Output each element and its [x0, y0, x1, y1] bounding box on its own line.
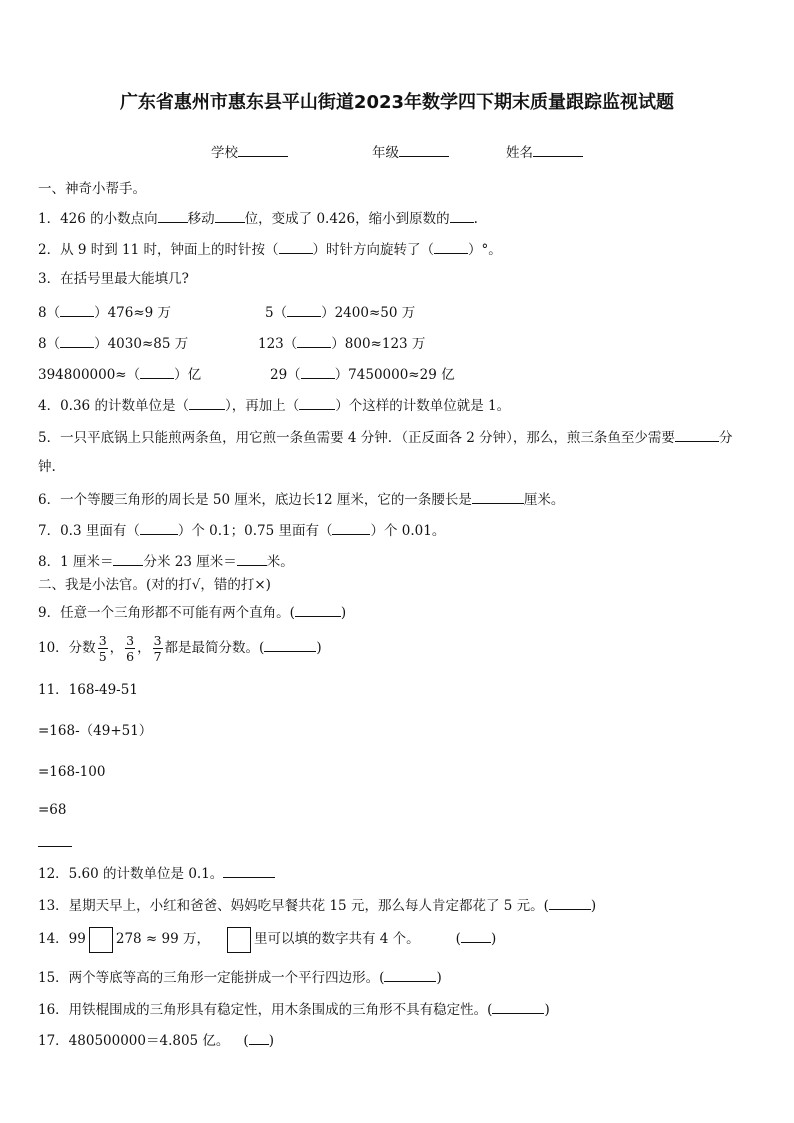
answer-blank[interactable]: [237, 551, 267, 566]
name-label: 姓名: [506, 145, 533, 161]
name-blank[interactable]: [533, 142, 583, 157]
answer-blank[interactable]: [450, 208, 474, 223]
answer-blank[interactable]: [279, 239, 313, 254]
section1-heading: 一、神奇小帮手。: [38, 181, 146, 197]
question-1: 1．426 的小数点向 移动 位，变成了 0.426，缩小到原数的 .: [38, 208, 478, 228]
question-11-line: =168-（49+51）: [38, 723, 153, 739]
fraction: $\frac{3}{6}$: [126, 633, 135, 664]
answer-blank[interactable]: [264, 637, 316, 652]
answer-blank[interactable]: [215, 208, 245, 223]
answer-blank[interactable]: [60, 302, 94, 317]
section2-heading: 二、我是小法官。(对的打√，错的打×): [38, 577, 271, 593]
school-field[interactable]: [211, 142, 288, 162]
answer-blank[interactable]: [140, 364, 174, 379]
answer-blank[interactable]: [60, 333, 94, 348]
school-label: 学校: [211, 145, 238, 161]
answer-blank[interactable]: [492, 999, 544, 1014]
fraction: $\frac{3}{7}$: [153, 633, 162, 664]
question-9: 9．任意一个三角形都不可能有两个直角。( ): [38, 602, 346, 622]
question-11-line: 11．168-49-51: [38, 682, 138, 698]
question-3: 3．在括号里最大能填几?: [38, 271, 189, 287]
question-3-item: 8（ ）476≈9 万: [38, 302, 171, 322]
question-13: 13．星期天早上，小红和爸爸、妈妈吃早餐共花 15 元，那么每人肯定都花了 5 元。( ): [38, 895, 596, 915]
answer-box[interactable]: [227, 927, 251, 953]
answer-blank[interactable]: [434, 239, 468, 254]
answer-blank[interactable]: [295, 602, 341, 617]
answer-blank[interactable]: [287, 302, 321, 317]
answer-blank[interactable]: [299, 395, 335, 410]
grade-blank[interactable]: [399, 142, 449, 157]
question-11-line: =68: [38, 802, 67, 818]
question-4: 4．0.36 的计数单位是（ ），再加上（ ）个这样的计数单位就是 1。: [38, 395, 510, 415]
fraction: $\frac{3}{5}$: [98, 633, 107, 664]
answer-blank[interactable]: [549, 895, 591, 910]
page-title: 广东省惠州市惠东县平山街道2023年数学四下期末质量跟踪监视试题: [119, 92, 675, 113]
question-12: 12．5.60 的计数单位是 0.1。: [38, 863, 275, 883]
question-15: 15．两个等底等高的三角形一定能拼成一个平行四边形。( ): [38, 967, 442, 987]
question-17: 17．480500000＝4.805 亿。 ( ): [38, 1030, 274, 1050]
answer-blank[interactable]: [158, 208, 188, 223]
question-3-item: 394800000≈（ ）亿: [38, 364, 201, 384]
grade-label: 年级: [372, 145, 399, 161]
question-3-item: 29（ ）7450000≈29 亿: [270, 364, 455, 384]
answer-blank[interactable]: [38, 846, 72, 847]
answer-blank[interactable]: [297, 333, 331, 348]
grade-field[interactable]: [372, 142, 449, 162]
question-3-item: 123（ ）800≈123 万: [258, 333, 425, 353]
question-16: 16．用铁棍围成的三角形具有稳定性，用木条围成的三角形不具有稳定性。( ): [38, 999, 550, 1019]
question-7: 7．0.3 里面有（ ）个 0.1；0.75 里面有（ ）个 0.01。: [38, 520, 445, 540]
answer-blank[interactable]: [461, 928, 491, 943]
answer-blank[interactable]: [332, 520, 370, 535]
answer-blank[interactable]: [675, 427, 719, 442]
question-5-cont: 钟.: [38, 459, 56, 475]
answer-blank[interactable]: [113, 551, 143, 566]
question-11-line: =168-100: [38, 764, 106, 780]
question-5: 5．一只平底锅上只能煎两条鱼，用它煎一条鱼需要 4 分钟．（正反面各 2 分钟），那么，煎三条鱼至少需要 分: [38, 427, 732, 447]
answer-blank[interactable]: [472, 489, 524, 504]
question-3-item: 8（ ）4030≈85 万: [38, 333, 188, 353]
question-10: 10．分数 $\frac{3}{5}$ ， $\frac{3}{6}$ ， $\frac{3}{7}$ 都是最简分数。( ): [38, 633, 322, 664]
answer-blank[interactable]: [223, 863, 275, 878]
answer-blank[interactable]: [301, 364, 335, 379]
name-field[interactable]: [506, 142, 583, 162]
question-6: 6．一个等腰三角形的周长是 50 厘米，底边长12 厘米，它的一条腰长是 厘米。: [38, 489, 564, 509]
school-blank[interactable]: [238, 142, 288, 157]
question-14: 14．99 278 ≈ 99 万， 里可以填的数字共有 4 个。 ( ): [38, 924, 496, 954]
answer-blank[interactable]: [384, 967, 436, 982]
answer-box[interactable]: [89, 927, 113, 953]
answer-blank[interactable]: [189, 395, 225, 410]
question-8: 8．1 厘米＝ 分米 23 厘米＝ 米。: [38, 551, 294, 571]
question-3-item: 5（ ）2400≈50 万: [265, 302, 415, 322]
answer-blank[interactable]: [140, 520, 178, 535]
answer-blank[interactable]: [249, 1030, 269, 1045]
question-2: 2．从 9 时到 11 时，钟面上的时针按（ ）时针方向旋转了（ ）°。: [38, 239, 502, 259]
